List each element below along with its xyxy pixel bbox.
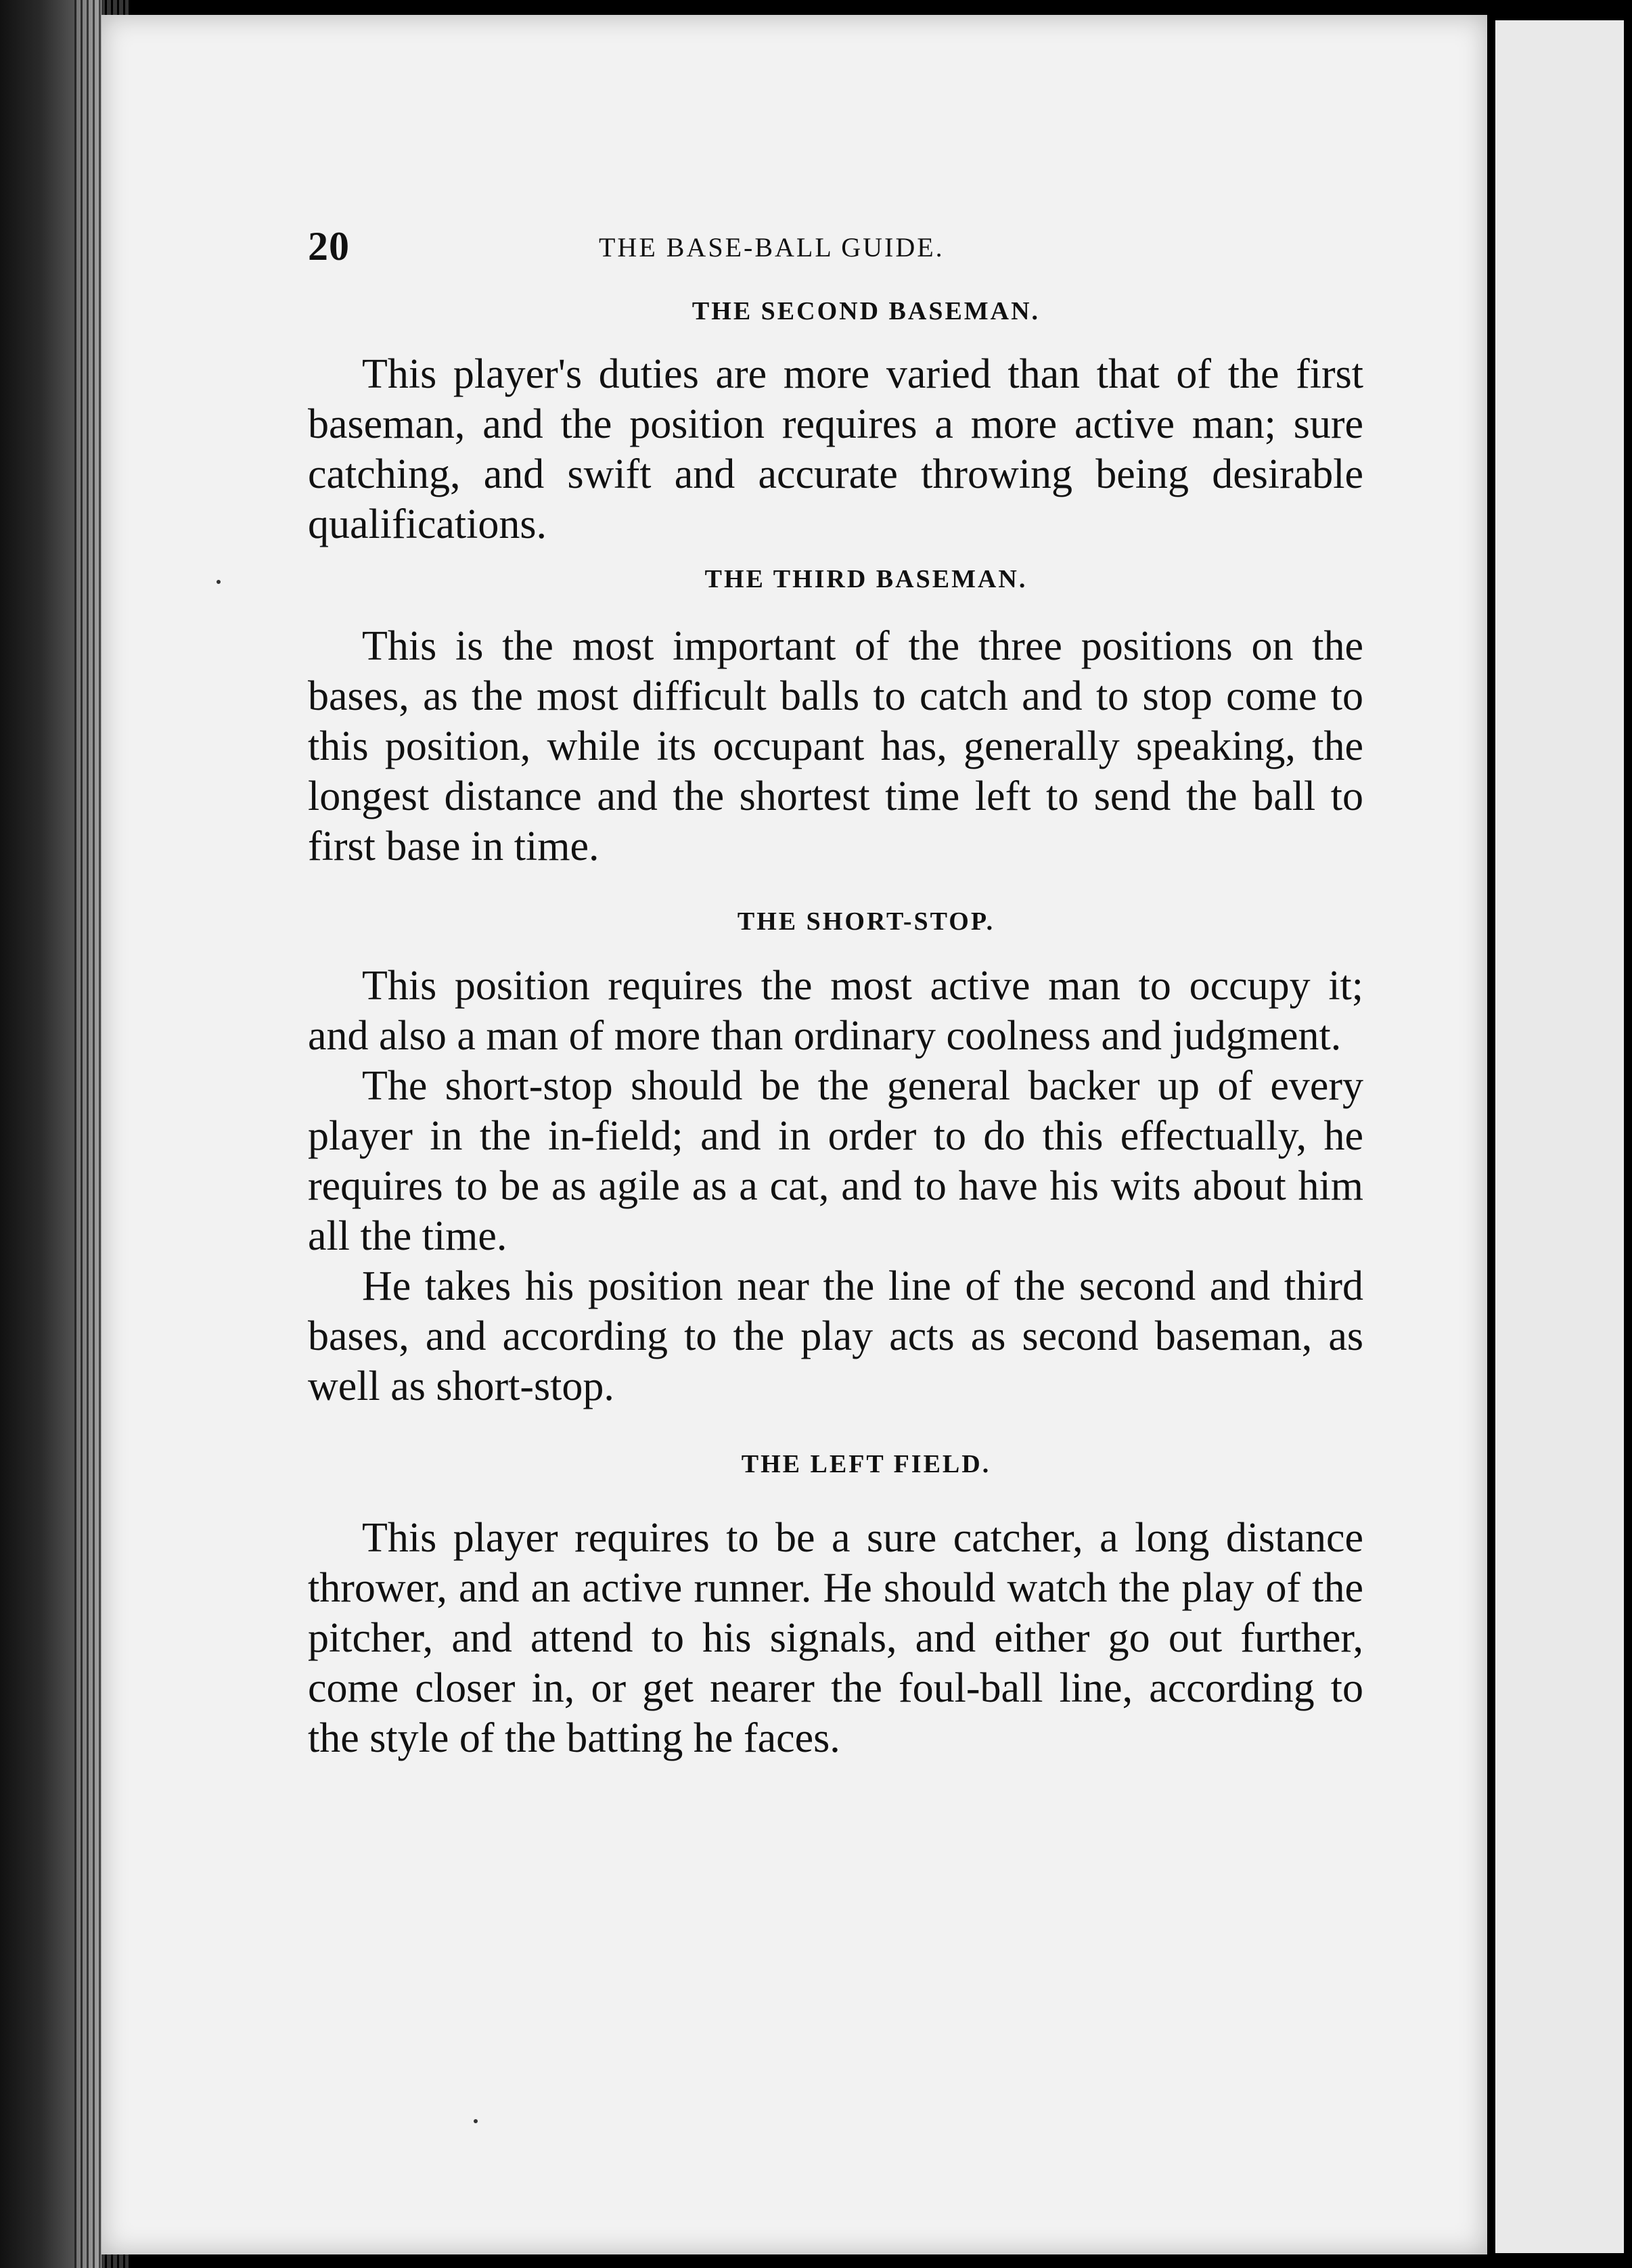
facing-page-edge (1495, 20, 1624, 2253)
section-short-stop (308, 907, 1363, 1411)
page-content (308, 223, 1363, 1763)
ink-speck (474, 2119, 478, 2123)
section-heading: THE SECOND BASEMAN. (692, 297, 1041, 325)
running-title: THE BASE-BALL GUIDE. (599, 232, 945, 263)
paragraph: The short-stop should be the general backer up of every player in the in-field; and in order to do this effectually, he requires to be as agile as a cat, and to have his wits about him all the time. (308, 1063, 1363, 1259)
section-second-baseman (308, 296, 1363, 549)
paragraph: This position requires the most active man to occupy it; and also a man of more than ordinary coolness and judgment. (308, 963, 1363, 1059)
paragraph: This is the most important of the three positions on the bases, as the most difficult balls to catch and to stop come to this position, while its occupant has, generally speaking, the longest distance and the shortest time left to send the ball to first base in time. (308, 623, 1363, 869)
section-heading: THE LEFT FIELD. (741, 1450, 991, 1478)
ink-speck (217, 580, 221, 584)
paragraph: He takes his position near the line of the second and third bases, and according to the play acts as second baseman, as well as short-stop. (308, 1263, 1363, 1409)
section-heading: THE THIRD BASEMAN. (704, 565, 1028, 593)
section-third-baseman (308, 564, 1363, 871)
section-heading: THE SHORT-STOP. (737, 907, 995, 936)
section-left-field (308, 1449, 1363, 1763)
paragraph: This player's duties are more varied than that of the first baseman, and the position requires a more active man; sure catching, and swift and accurate throwing being desirable qualifications. (308, 351, 1363, 547)
paragraph: This player requires to be a sure catcher, a long distance thrower, and an active runner. He should watch the play of the pitcher, and attend to his signals, and either go out further, come closer in, or get nearer the foul-ball line, according to the style of the batting he faces. (308, 1515, 1363, 1761)
running-head (308, 223, 1363, 277)
page-number: 20 (308, 224, 350, 269)
